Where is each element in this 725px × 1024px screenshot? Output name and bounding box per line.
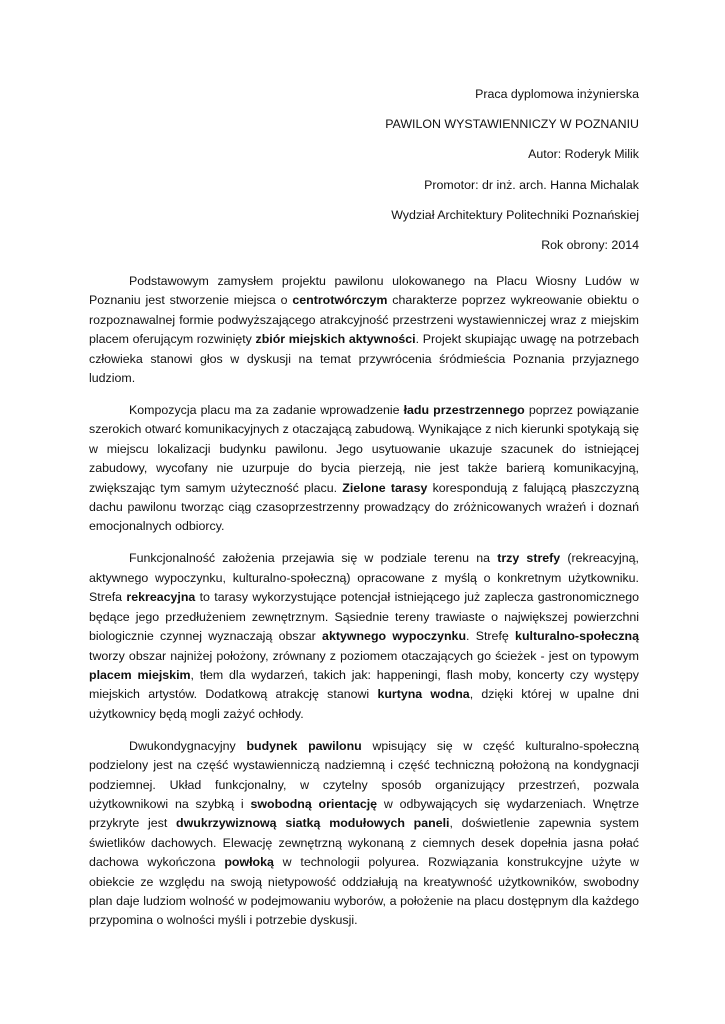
paragraph-text: Funkcjonalność założenia przejawia się w podziale terenu na (129, 551, 498, 566)
paragraph-text: wpisujący się w część kulturalno-społeczną podzielony jest na część wystawienniczą nadziemną i część techniczną położoną na kondygnacji podziemnej. Układ funkcjonalny, w czytelny sposób organizujący przestrzeń, pozwala użytkownikowi na szybką i (89, 738, 639, 811)
paragraph-text: w odbywających się wydarzeniach. Wnętrze przykryte jest (89, 796, 639, 831)
body-paragraph (89, 737, 639, 931)
paragraph-text: , doświetlenie zapewnia system świetlików dachowych. Elewację zewnętrzną wykonaną z ciemnych desek dopełnia jasna połać dachowa wykończona (89, 816, 639, 870)
emphasized-phrase: trzy strefy (497, 551, 561, 566)
emphasized-phrase: Zielone tarasy (342, 480, 428, 495)
paragraph-text: . Strefę (466, 629, 516, 644)
thesis-header (89, 86, 639, 267)
emphasized-phrase: kulturalno-społeczną (515, 629, 639, 644)
emphasized-phrase: budynek pawilonu (246, 738, 362, 753)
thesis-type: Praca dyplomowa inżynierska (475, 87, 639, 101)
thesis-abstract (89, 272, 639, 943)
emphasized-phrase: powłoką (224, 855, 274, 870)
paragraph-text: Kompozycja placu ma za zadanie wprowadzenie (129, 403, 404, 418)
body-paragraph (89, 272, 639, 388)
thesis-author: Autor: Roderyk Milik (528, 147, 639, 162)
thesis-title: PAWILON WYSTAWIENNICZY W POZNANIU (385, 117, 639, 132)
thesis-defense-year: Rok obrony: 2014 (541, 237, 639, 252)
paragraph-text: . Projekt skupiając uwagę na potrzebach człowieka stanowi głos w dyskusji na temat przywrócenia śródmieścia Poznania przyjaznego ludziom. (89, 332, 639, 386)
paragraph-text: , dzięki której w upalne dni użytkownicy będą mogli zażyć ochłody. (89, 687, 640, 721)
paragraph-text: Dwukondygnacyjny (129, 738, 247, 753)
emphasized-phrase: aktywnego wypoczynku (322, 629, 467, 644)
emphasized-phrase: centrotwórczym (292, 293, 388, 308)
emphasized-phrase: ładu przestrzennego (403, 403, 525, 418)
body-paragraph (89, 549, 639, 724)
emphasized-phrase: kurtyna wodna (377, 687, 470, 702)
paragraph-text: charakterze poprzez wykreowanie obiektu o rozpoznawalnej formie podwyższającego atrakcyjność przestrzeni wystawienniczej wraz z miejskim placem oferującym rozwinięty (89, 293, 639, 347)
paragraph-text: tworzy obszar najniżej położony, zrównany z poziomem otaczających go ścieżek - jest on typowym (89, 648, 639, 663)
body-paragraph (89, 401, 639, 537)
paragraph-text: poprzez powiązanie szerokich otwarć komunikacyjnych z otaczającą zabudową. Wynikające z nich kierunki spotykają się w miejscu lokalizacji budynku pawilonu. Jego usytuowanie ukazuje szacunek do istniejącej zabudowy, wycofany nie uzurpuje do bycia pierzeją, nie jest także barierą komunikacyjną, zwiększając tym samym użyteczność placu. (89, 403, 639, 495)
paragraph-text: to tarasy wykorzystujące potencjał istniejącego już zaplecza gastronomicznego będące jego przedłużeniem zewnętrznym. Sąsiednie tereny trawiaste o największej powierzchni biologicznie czynnej wyznaczają obszar (89, 590, 639, 644)
paragraph-text: (rekreacyjną, aktywnego wypoczynku, kulturalno-społeczną) opracowane z myślą o konkretnym użytkowniku. Strefa (89, 551, 639, 605)
paragraph-text: Podstawowym zamysłem projektu pawilonu ulokowanego na Placu Wiosny Ludów w Poznaniu jest stworzenie miejsca o (89, 274, 639, 308)
emphasized-phrase: placem miejskim (89, 667, 191, 682)
thesis-supervisor: Promotor: dr inż. arch. Hanna Michalak (424, 177, 639, 192)
thesis-faculty: Wydział Architektury Politechniki Poznańskiej (391, 207, 639, 222)
emphasized-phrase: dwukrzywiznową siatką modułowych paneli (176, 816, 450, 831)
emphasized-phrase: zbiór miejskich aktywności (255, 332, 416, 347)
paragraph-text: , tłem dla wydarzeń, takich jak: happeningi, flash moby, koncerty czy występy miejskich artystów. Dodatkową atrakcję stanowi (89, 667, 639, 702)
paragraph-text: w technologii polyurea. Rozwiązania konstrukcyjne użyte w obiekcie ze względu na swoją nietypowość oddziałują na kreatywność użytkowników, swobodny plan daje ludziom wolność w podejmowaniu wyborów, a położenie na placu dostępnym dla każdego przypomina o wolności myśli i potrzebie dyskusji. (89, 855, 640, 928)
emphasized-phrase: swobodną orientację (250, 796, 378, 811)
emphasized-phrase: rekreacyjna (126, 590, 196, 605)
paragraph-text: korespondują z falującą płaszczyzną dachu pawilonu tworząc ciąg czasoprzestrzenny prowadzący do zróżnicowanych wrażeń i doznań emocjonalnych odbiorcy. (89, 480, 639, 534)
